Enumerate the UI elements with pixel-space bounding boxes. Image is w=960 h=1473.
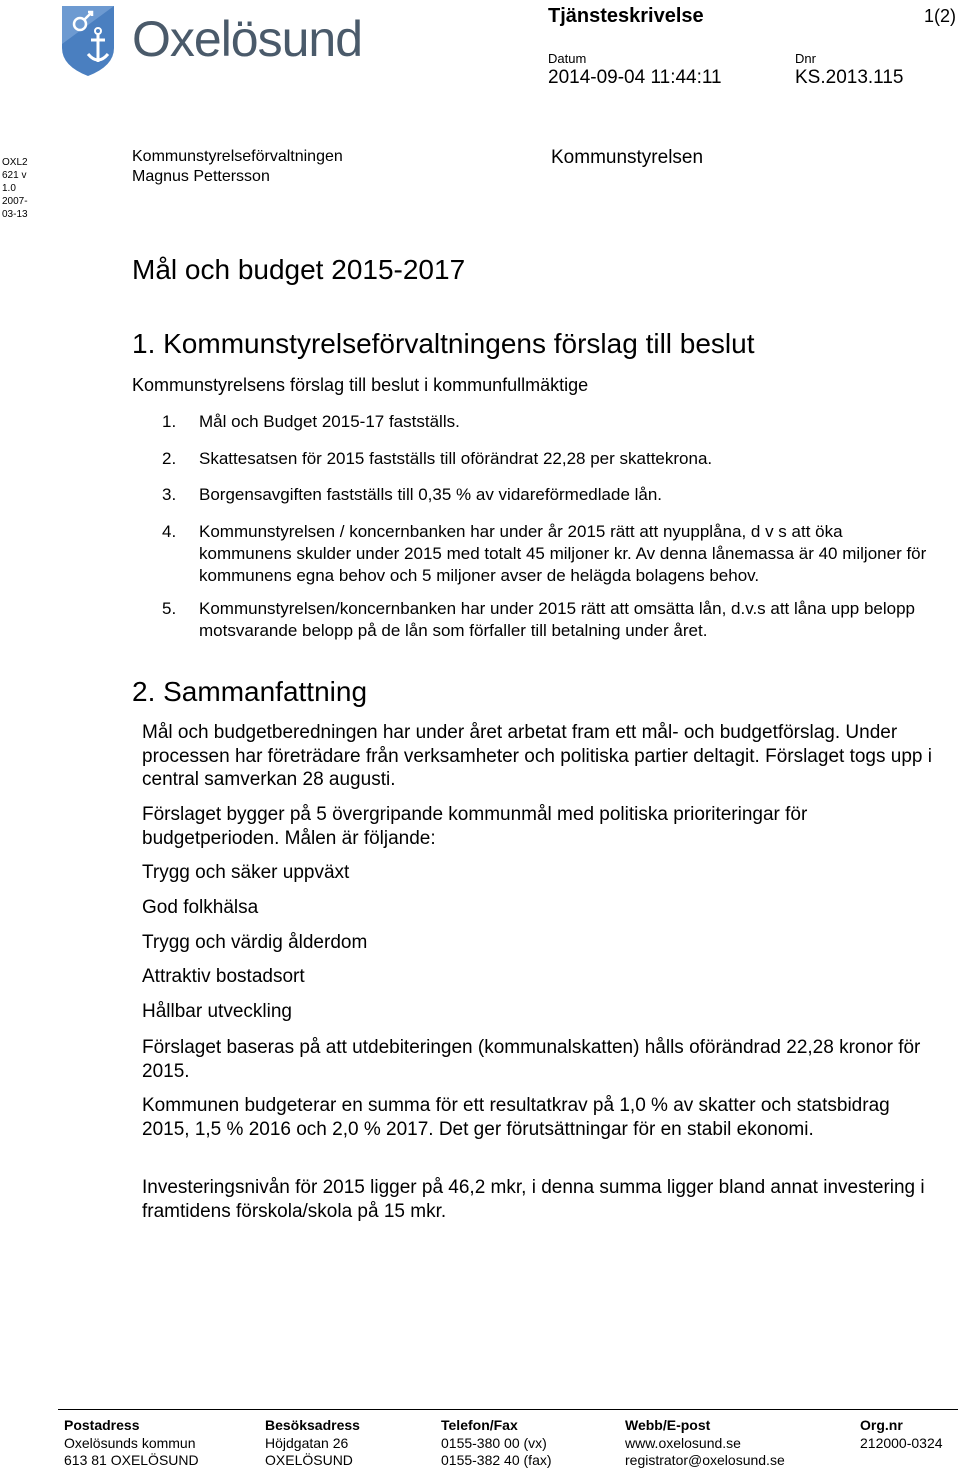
date-value: 2014-09-04 11:44:11 <box>548 67 722 88</box>
footer-besoksadress <box>265 1417 360 1470</box>
shield-emblem-icon <box>58 4 118 78</box>
logo-wordmark: Oxelösund <box>132 11 363 67</box>
page-number: 1(2) <box>924 6 957 26</box>
sender-department: Kommunstyrelseförvaltningen <box>132 148 343 165</box>
summary-paragraph: Mål och budgetberedningen har under året arbetat fram ett mål- och budgetförslag. Under processen har företrädare från verksamheter och politiska partier deltagit. Förslaget togs upp i central samverkan 28 augusti. <box>142 722 932 790</box>
oxelosund-logo <box>58 4 388 80</box>
section-1-intro: Kommunstyrelsens förslag till beslut i kommunfullmäktige <box>132 375 589 395</box>
list-item-text: Skattesatsen för 2015 fastställs till oförändrat 22,28 per skattekrona. <box>199 449 713 468</box>
goal-item: God folkhälsa <box>142 897 259 918</box>
section-2-heading: 2. Sammanfattning <box>132 676 368 707</box>
sender <box>132 147 343 187</box>
footer-value: Höjdgatan 26 <box>265 1434 349 1451</box>
list-item-text: Kommunstyrelsen / koncernbanken har under år 2015 rätt att nyupplåna, d v s att öka kommunens skulder under 2015 med totalt 45 miljoner kr. Av denna lånemassa är 40 miljoner för kommunens egna behov och 5 miljoner avser de helägda bolagens behov. <box>199 522 927 585</box>
goal-item: Trygg och värdig ålderdom <box>142 932 368 953</box>
list-item-number: 2. <box>162 449 177 468</box>
footer-label: Besöksadress <box>265 1417 360 1433</box>
footer-webb <box>625 1417 785 1470</box>
section-1-heading: 1. Kommunstyrelseförvaltningens förslag till beslut <box>132 328 755 359</box>
summary-paragraph: Investeringsnivån för 2015 ligger på 46,2 mkr, i denna summa ligger bland annat investering i framtidens förskola/skola på 15 mkr. <box>142 1177 925 1222</box>
dnr-value: KS.2013.115 <box>795 67 904 88</box>
footer-value: Oxelösunds kommun <box>64 1434 196 1451</box>
list-item-number: 5. <box>162 599 177 618</box>
summary-paragraph: Kommunen budgeterar en summa för ett resultatkrav på 1,0 % av skatter och statsbidrag 2015, 1,5 % 2016 och 2,0 % 2017. Det ger förutsättningar för en stabil ekonomi. <box>142 1095 890 1140</box>
summary-paragraph: Förslaget baseras på att utdebiteringen (kommunalskatten) hålls oförändrad 22,28 kronor för 2015. <box>142 1037 921 1082</box>
footer-website-link[interactable]: www.oxelosund.se <box>625 1434 741 1451</box>
footer-email-link[interactable]: registrator@oxelosund.se <box>625 1452 785 1468</box>
list-item-number: 4. <box>162 522 177 541</box>
list-item-number: 1. <box>162 412 177 431</box>
dnr-label: Dnr <box>795 51 816 66</box>
footer-value: OXELÖSUND <box>265 1452 353 1468</box>
footer-label: Postadress <box>64 1417 140 1433</box>
footer-label: Telefon/Fax <box>441 1417 518 1433</box>
goal-item: Trygg och säker uppväxt <box>142 862 350 883</box>
goal-item: Attraktiv bostadsort <box>142 966 305 987</box>
summary-paragraph: Förslaget bygger på 5 övergripande kommunmål med politiska prioriteringar för budgetperioden. Målen är följande: <box>142 804 808 849</box>
footer-divider <box>58 1409 958 1410</box>
form-code: OXL2 621 v 1.0 2007-03-13 <box>2 157 28 220</box>
footer-value: 0155-382 40 (fax) <box>441 1452 552 1468</box>
document-title: Mål och budget 2015-2017 <box>132 254 466 285</box>
list-item-text: Mål och Budget 2015-17 fastställs. <box>199 412 460 431</box>
list-item-text: Borgensavgiften fastställs till 0,35 % av vidareförmedlade lån. <box>199 485 663 504</box>
sender-name: Magnus Pettersson <box>132 168 270 185</box>
goal-item: Hållbar utveckling <box>142 1001 292 1022</box>
footer-label: Webb/E-post <box>625 1417 711 1433</box>
footer-value: 613 81 OXELÖSUND <box>64 1452 199 1468</box>
recipient: Kommunstyrelsen <box>551 147 704 168</box>
footer-orgnr <box>860 1417 943 1452</box>
footer-label: Org.nr <box>860 1417 903 1433</box>
document-type: Tjänsteskrivelse <box>548 5 704 27</box>
footer-postadress <box>64 1417 199 1470</box>
footer-value: 0155-380 00 (vx) <box>441 1434 547 1451</box>
footer-value: 212000-0324 <box>860 1434 943 1451</box>
footer-telefon <box>441 1417 552 1470</box>
date-label: Datum <box>548 51 587 66</box>
list-item-number: 3. <box>162 485 177 504</box>
list-item-text: Kommunstyrelsen/koncernbanken har under 2015 rätt att omsätta lån, d.v.s att låna upp belopp motsvarande belopp på de lån som förfaller till betalning under året. <box>199 599 916 640</box>
